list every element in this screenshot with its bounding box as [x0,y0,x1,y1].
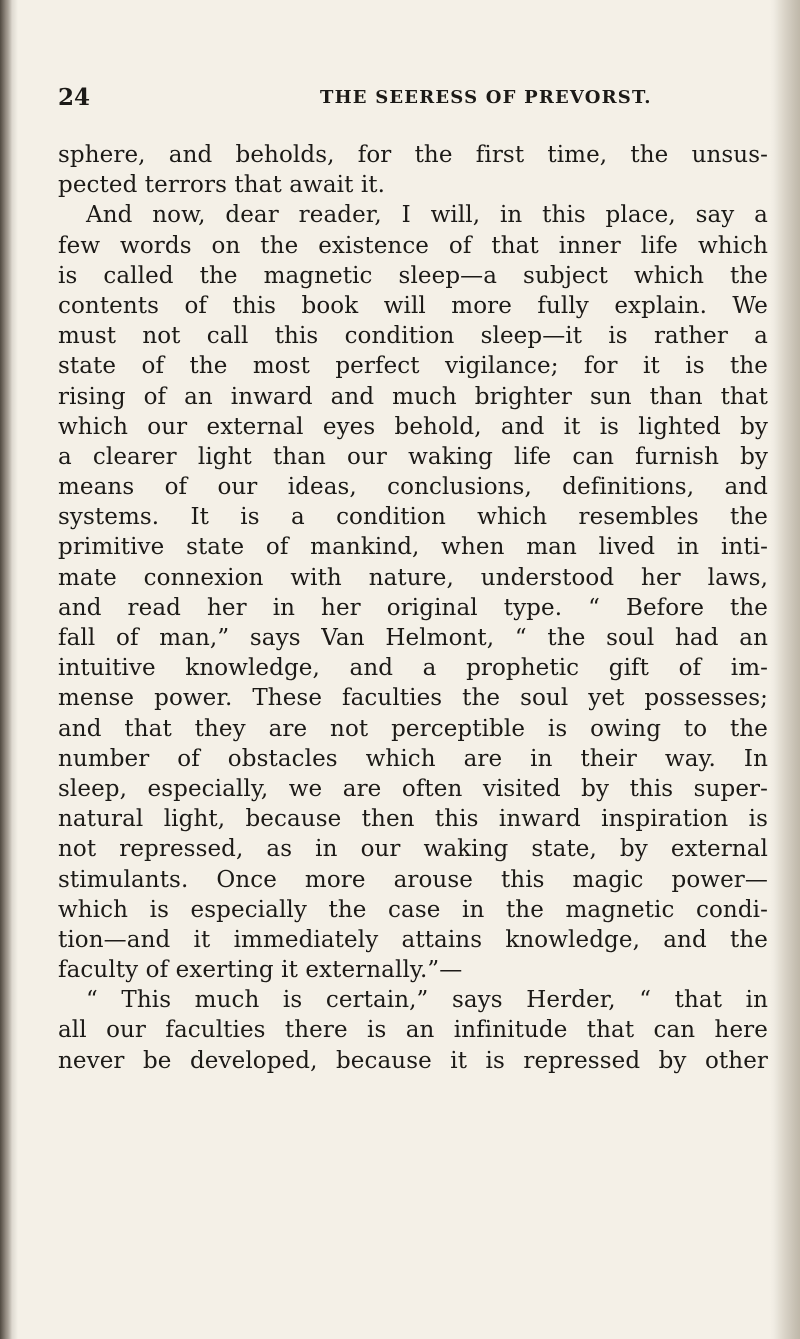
running-title: THE SEERESS OF PREVORST. [320,87,652,108]
text-line: sphere, and beholds, for the first time, the unsus- [58,142,768,168]
text-line: primitive state of mankind, when man lived in inti- [58,534,768,561]
text-line: which our external eyes behold, and it is lighted by [58,413,768,440]
text-line: tion—and it immediately attains knowledge, and the [58,926,768,953]
text-line: rising of an inward and much brighter sun than that [58,383,768,410]
text-line: fall of man,” says Van Helmont, “ the soul had an [58,625,768,651]
text-line: never be developed, because it is repressed by other [58,1047,768,1074]
text-line: systems. It is a condition which resembles the [58,504,768,531]
page-edge [774,0,800,1339]
text-line: mense power. These faculties the soul yet possesses; [58,685,768,712]
text-line: sleep, especially, we are often visited by this super- [58,775,768,802]
text-line: faculty of exerting it externally.”— [58,957,463,984]
text-line: And now, dear reader, I will, in this place, say a [86,202,768,229]
text-line: means of our ideas, conclusions, definitions, and [58,474,768,501]
text-line: not repressed, as in our waking state, by external [58,836,768,863]
text-line: natural light, because then this inward inspiration is [58,806,768,833]
text-line: and read her in her original type. “ Before the [58,594,768,621]
text-line: few words on the existence of that inner life which [58,232,768,259]
body-text [58,140,768,1076]
text-line: stimulants. Once more arouse this magic power— [58,866,768,893]
text-line: mate connexion with nature, understood her laws, [58,564,768,591]
binding-shadow [0,0,12,1339]
text-line: contents of this book will more fully explain. We [58,292,768,319]
text-line: intuitive knowledge, and a prophetic gift of im- [58,655,768,682]
text-line: which is especially the case in the magnetic condi- [58,896,768,923]
page-header [58,84,758,114]
text-line: and that they are not perceptible is owing to the [58,715,768,742]
text-line: “ This much is certain,” says Herder, “ that in [86,987,768,1014]
page-number: 24 [58,84,91,111]
text-line: number of obstacles which are in their way. In [58,745,768,772]
text-line: a clearer light than our waking life can furnish by [58,443,768,470]
text-line: pected terrors that await it. [58,172,386,199]
text-line: must not call this condition sleep—it is rather a [58,323,768,350]
text-line: is called the magnetic sleep—a subject which the [58,262,768,289]
text-line: all our faculties there is an infinitude that can here [58,1017,768,1044]
text-line: state of the most perfect vigilance; for it is the [58,353,768,380]
